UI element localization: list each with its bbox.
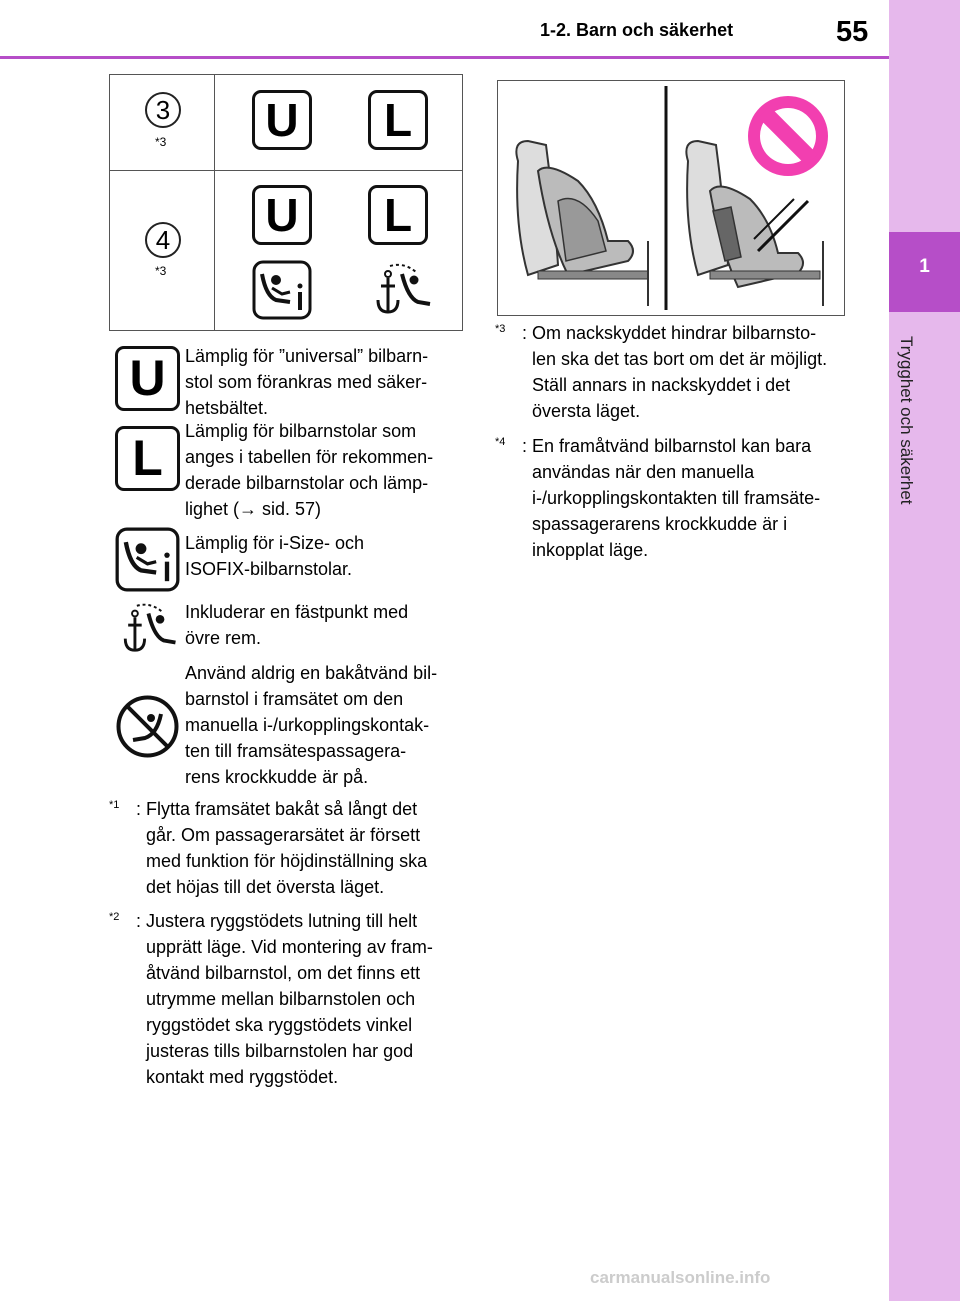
chapter-side-band: [889, 0, 960, 1301]
top-tether-anchor-icon: [368, 260, 433, 320]
row-note: *3: [155, 135, 167, 149]
footnote-marker: *2: [109, 911, 120, 923]
prohibited-sign-icon: [748, 96, 828, 176]
footnote-text: : En framåtvänd bilbarnstol kan bara användas när den manuella i-/urkopplingskontakten till framsäte- spassagerarens krockkudde är i inkopplat läge.: [522, 436, 821, 560]
page-number: 55: [836, 16, 869, 48]
legend-l-badge: L: [115, 426, 180, 491]
legend-text-anchor: Inkluderar en fästpunkt med övre rem.: [185, 602, 409, 648]
legend-top-tether-anchor-icon: [113, 600, 181, 656]
legend-i-size-seat-icon: [115, 527, 180, 592]
footnote-text: : Om nackskyddet hindrar bilbarnsto- len ska det tas bort om det är möjligt. Ställ annars in nackskyddet i det översta läget.: [522, 323, 828, 421]
footnote-text: : Justera ryggstödets lutning till helt upprätt läge. Vid montering av fram- åtvänd bilbarnstol, om det finns ett utrymme mellan bilbarnstolen och ryggstödet ska ryggstödets vinkel justeras tills bilbarnstolen har god kontakt med ryggstödet.: [136, 911, 433, 1087]
legend-no-rear-facing-seat-icon: [115, 694, 180, 759]
chapter-number: 1: [919, 256, 930, 277]
footnote-marker: *1: [109, 799, 120, 811]
footnote-marker: *4: [495, 436, 506, 448]
i-size-seat-icon: [252, 260, 312, 320]
universal-badge: U: [252, 90, 312, 150]
footnote-text: : Flytta framsätet bakåt så långt det går. Om passagerarsätet är försett med funktion för höjdinställning ska det höjas till det översta läget.: [136, 799, 428, 897]
header-rule: [0, 56, 889, 59]
watermark: carmanualsonline.info: [590, 1268, 771, 1287]
universal-badge: U: [252, 185, 312, 245]
legend-text-universal: Lämplig för ”universal” bilbarn- stol som förankras med säker- hetsbältet.: [185, 346, 429, 418]
legend-text-l: Lämplig för bilbarnstolar som anges i tabellen för rekommen- derade bilbarnstolar och lämp- lighet (→ sid. 57): [185, 421, 434, 519]
chapter-label: Trygghet och säkerhet: [897, 336, 916, 505]
footnote-marker: *3: [495, 323, 506, 335]
row-number-3: 3: [145, 92, 181, 128]
l-badge: L: [368, 185, 428, 245]
legend-text-i-size: Lämplig för i-Size- och ISOFIX-bilbarnstolar.: [185, 533, 365, 579]
seat-ok-illustration: [516, 141, 648, 306]
section-title: 1-2. Barn och säkerhet: [540, 20, 734, 40]
l-badge: L: [368, 90, 428, 150]
row-note: *3: [155, 264, 167, 278]
legend-universal-badge: U: [115, 346, 180, 411]
row-number-4: 4: [145, 222, 181, 258]
legend-text-no-rear-facing: Använd aldrig en bakåtvänd bil- barnstol i framsätet om den manuella i-/urkopplingskontak- ten till framsätespassagera- rens krockkudde är på.: [185, 663, 438, 787]
child-seat-figure: [497, 80, 845, 316]
seat-compatibility-table: [109, 74, 463, 331]
